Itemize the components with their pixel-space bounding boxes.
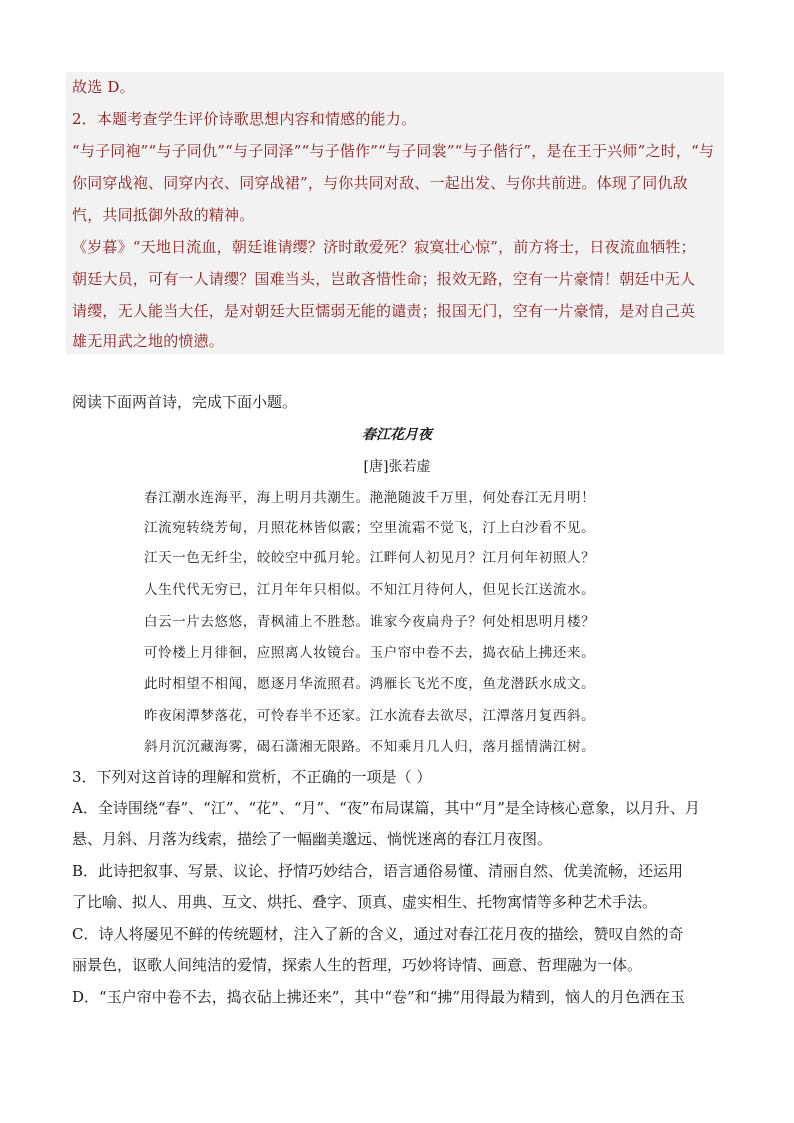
- answer-line: 2．本题考查学生评价诗歌思想内容和情感的能力。: [72, 110, 417, 128]
- option-b-line: B．此诗把叙事、写景、议论、抒情巧妙结合，语言通俗易懂、清丽自然、优美流畅，还运用: [72, 862, 684, 880]
- poem-line: 昨夜闲潭梦落花，可怜春半不还家。江水流春去欲尽，江潭落月复西斜。: [144, 708, 596, 724]
- option-a-line: 悬、月斜、月落为线索，描绘了一幅幽美邈远、惝恍迷离的春江月夜图。: [72, 830, 553, 848]
- option-b-line: 了比喻、拟人、用典、互文、烘托、叠字、顶真、虚实相生、托物寓情等多种艺术手法。: [72, 893, 658, 911]
- poem-line: 可怜楼上月徘徊，应照离人妆镜台。玉户帘中卷不去，捣衣砧上拂还来。: [144, 645, 596, 661]
- answer-line: 朝廷大员，可有一人请缨？国难当头，岂敢吝惜性命；报效无路，空有一片豪情！朝廷中无人: [72, 270, 696, 288]
- poem-line: 白云一片去悠悠，青枫浦上不胜愁。谁家今夜扁舟子？何处相思明月楼？: [144, 614, 596, 630]
- poem-line: 江天一色无纤尘，皎皎空中孤月轮。江畔何人初见月？江月何年初照人？: [144, 550, 596, 566]
- answer-line: “与子同袍”“与子同仇”“与子同泽”“与子偕作”“与子同裳”“与子偕行”，是在王于兴师”之时，“与: [72, 142, 715, 160]
- poem-line: 春江潮水连海平，海上明月共潮生。滟滟随波千万里，何处春江无月明！: [144, 490, 596, 506]
- option-c-line: C．诗人将屡见不鲜的传统题材，注入了新的含义，通过对春江花月夜的描绘，赞叹自然的奇: [72, 925, 684, 943]
- option-c-line: 丽景色，讴歌人间纯洁的爱情，探索人生的哲理，巧妙将诗情、画意、哲理融为一体。: [72, 956, 643, 974]
- poem-line: 斜月沉沉藏海雾，碣石潇湘无限路。不知乘月几人归，落月摇情满江树。: [144, 739, 596, 755]
- reading-instruction: 阅读下面两首诗，完成下面小题。: [72, 393, 298, 411]
- option-d-line: D．“玉户帘中卷不去，捣衣砧上拂还来”，其中“卷”和“拂”用得最为精到，恼人的月色洒在玉: [72, 988, 686, 1006]
- question-stem: 3．下列对这首诗的理解和赏析，不正确的一项是（ ）: [72, 768, 432, 786]
- answer-line: 《岁暮》“天地日流血，朝廷谁请缨？济时敢爱死？寂寞壮心惊”，前方将士，日夜流血牺牲；: [72, 238, 696, 256]
- answer-line: 请缨，无人能当大任，是对朝廷大臣懦弱无能的谴责；报国无门，空有一片豪情，是对自己英: [72, 302, 696, 320]
- answer-line: 雄无用武之地的愤懑。: [72, 332, 225, 350]
- poem-line: 此时相望不相闻，愿逐月华流照君。鸿雁长飞光不度，鱼龙潜跃水成文。: [144, 676, 596, 692]
- poem-line: 江流宛转绕芳甸，月照花林皆似霰；空里流霜不觉飞，汀上白沙看不见。: [144, 520, 596, 536]
- answer-line: 你同穿战袍、同穿内衣、同穿战裙”，与你共同对敌、一起出发、与你共前进。体现了同仇敌: [72, 174, 688, 192]
- answer-line: 忾，共同抵御外敌的精神。: [72, 206, 255, 224]
- answer-explanation-box: [66, 72, 724, 354]
- poem-author: [唐]张若虚: [363, 459, 431, 475]
- option-a-line: A．全诗围绕“春”、“江”、“花”、“月”、“夜”布局谋篇，其中“月”是全诗核心意象，以月升、月: [72, 799, 700, 817]
- poem-title: 春江花月夜: [362, 427, 432, 443]
- poem-line: 人生代代无穷已，江月年年只相似。不知江月待何人，但见长江送流水。: [144, 582, 596, 598]
- answer-line: 故选 D。: [72, 78, 135, 96]
